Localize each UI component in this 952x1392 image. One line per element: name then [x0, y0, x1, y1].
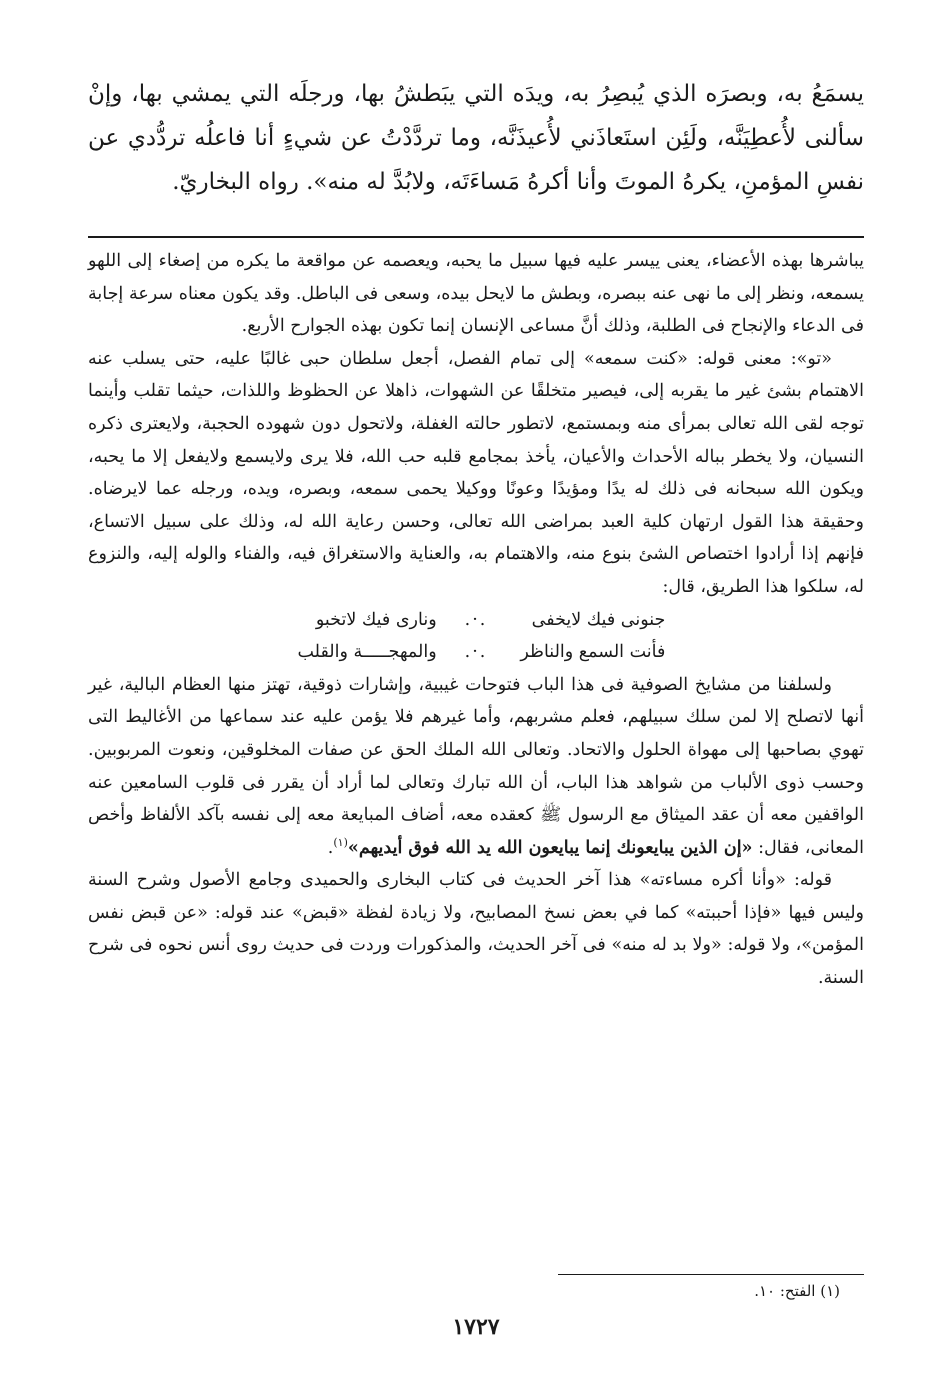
- paragraph-3-text: ولسلفنا من مشايخ الصوفية فى هذا الباب فتوحات غيبية، وإشارات ذوقية، تهتز منها العظام البالية، غير أنها لاتصلح إلا لمن سلك سبيلهم، فعلم مشربهم، وأما غيرهم فلا يؤمن عليه عند سماعها من الأغاليط التى تهوي بصاحبها إلى مهواة الحلول والاتحاد. وتعالى الله الملك الحق عن صفات المخلوقين، ونعوت المربوبين. وحسب ذوى الألباب من شواهد هذا الباب، أن الله تبارك وتعالى لما أراد أن يقرر فى قلوب السامعين عنه الواقفين معه أن عقد الميثاق مع الرسول ﷺ كعقده معه، أضاف المبايعة معه إلى نفسه بآكد الألفاظ وأخص المعانى، فقال:: [88, 674, 864, 858]
- footnote-divider: [558, 1274, 864, 1275]
- section-divider: [88, 236, 864, 238]
- footnote: (١) الفتح: ١٠.: [754, 1282, 840, 1300]
- poem-verse-1: [88, 604, 864, 637]
- verse-1-second-hemistich: ونارى فيك لاتخبو: [315, 609, 437, 630]
- hadith-text: يسمَعُ به، وبصرَه الذي يُبصِرُ به، ويدَه التي يبَطشُ بها، ورجلَه التي يمشي بها، وإنْ سألنى لأُعطِيَنَّه، ولَئِن استَعاذَني لأُعيذَنَّه، وما تردَّدْتُ عن شيءٍ أنا فاعلُه تردُّدي عن نفسِ المؤمنِ، يكرهُ الموتَ وأنا أكرهُ مَساءَتَه، ولابُدَّ له منه». رواه البخاريّ.: [88, 81, 865, 195]
- commentary-paragraph-1: يباشرها بهذه الأعضاء، يعنى ييسر عليه فيها سبيل ما يحبه، ويعصمه عن مواقعة ما يكره من إصغاء إلى اللهو يسمعه، ونظر إلى ما نهى عنه ببصره، وبطش ما لايحل بيده، وسعى فى الباطل. وقد يكون معناه سرعة إجابة فى الدعاء والإنجاح فى الطلبة، وذلك أنَّ مساعى الإنسان إنما تكون بهذه الجوارح الأربع.: [88, 251, 864, 337]
- commentary-section: [88, 245, 864, 995]
- quran-verse: «إن الذين يبايعونك إنما يبايعون الله يد الله فوق أيديهم»: [347, 837, 753, 858]
- verse-1-separator: .·.: [464, 609, 488, 630]
- commentary-paragraph-4: قوله: «وأنا أكره مساءته» هذا آخر الحديث فى كتاب البخارى والحميدى وجامع الأصول وشرح السنة وليس فيها «فإذا أحببته» كما في بعض نسخ المصابيح، ولا زيادة لفظة «قبض» عند قوله: «عن قبض نفس المؤمن»، ولا قوله: «ولا بد له منه» فى آخر الحديث، والمذكورات وردت فى حديث روى أنس نحوه فى شرح السنة.: [88, 870, 864, 989]
- commentary-paragraph-3: ولسلفنا من مشايخ الصوفية فى هذا الباب فتوحات غيبية، وإشارات ذوقية، تهتز منها العظام البالية، غير أنها لاتصلح إلا لمن سلك سبيلهم، فعلم مشربهم، وأما غيرهم فلا يؤمن عليه عند سماعها من الأغاليط التى تهوي بصاحبها إلى مهواة الحلول والاتحاد. وتعالى الله الملك الحق عن صفات المخلوقين، ونعوت المربوبين. وحسب ذوى الألباب من شواهد هذا الباب، أن الله تبارك وتعالى لما أراد أن يقرر فى قلوب السامعين عنه الواقفين معه أن عقد الميثاق مع الرسول ﷺ كعقده معه، أضاف المبايعة معه إلى نفسه بآكد الألفاظ وأخص المعانى، فقال: «إن الذين يبايعونك إنما يبايعون الله يد الله فوق أيديهم»$^{(١)}$.: [88, 674, 864, 858]
- verse-1-first-hemistich: جنونى فيك لايخفى: [531, 609, 666, 630]
- commentary-paragraph-2: «تو»: معنى قوله: «كنت سمعه» إلى تمام الفصل، أجعل سلطان حبى غالبًا عليه، حتى يسلب عنه الاهتمام بشئ غير ما يقربه إلى، فيصير متخلقًا عن الشهوات، ذاهلا عن الحظوظ واللذات، حيثما تقلب وأينما توجه لقى الله تعالى بمرأى منه وبمستمع، لاتطور حالته الغفلة، ولاتحول دون شهوده الحجبة، ولايعترى ذكره النسيان، ولا يخطر بباله الأحداث والأعيان، يأخذ بمجامع قلبه حب الله، فلا يرى ولايسمع ولايفعل إلا ما يحبه، ويكون الله سبحانه فى ذلك له يدًا ومؤيدًا وعونًا ووكيلا يحمى سمعه، وبصره، ويده، ورجله عما لايرضاه. وحقيقة هذا القول ارتهان كلية العبد بمراضى الله تعالى، وحسن رعاية الله له، وذلك على سبيل الاتساع، فإنهم إذا أرادوا اختصاص الشئ بنوع منه، والاهتمام به، والعناية والاستغراق فيه، والفناء والوله إليه، والنزوع له، سلكوا هذا الطريق، قال:: [88, 348, 864, 597]
- poem-verse-2: [88, 636, 864, 669]
- verse-2-second-hemistich: والمهجـــــة والقلب: [297, 642, 437, 663]
- footnote-reference: (١): [333, 835, 348, 849]
- verse-2-first-hemistich: فأنت السمع والناظر: [520, 642, 666, 663]
- page-number: ١٧٢٧: [452, 1314, 500, 1340]
- verse-2-separator: .·.: [464, 642, 488, 663]
